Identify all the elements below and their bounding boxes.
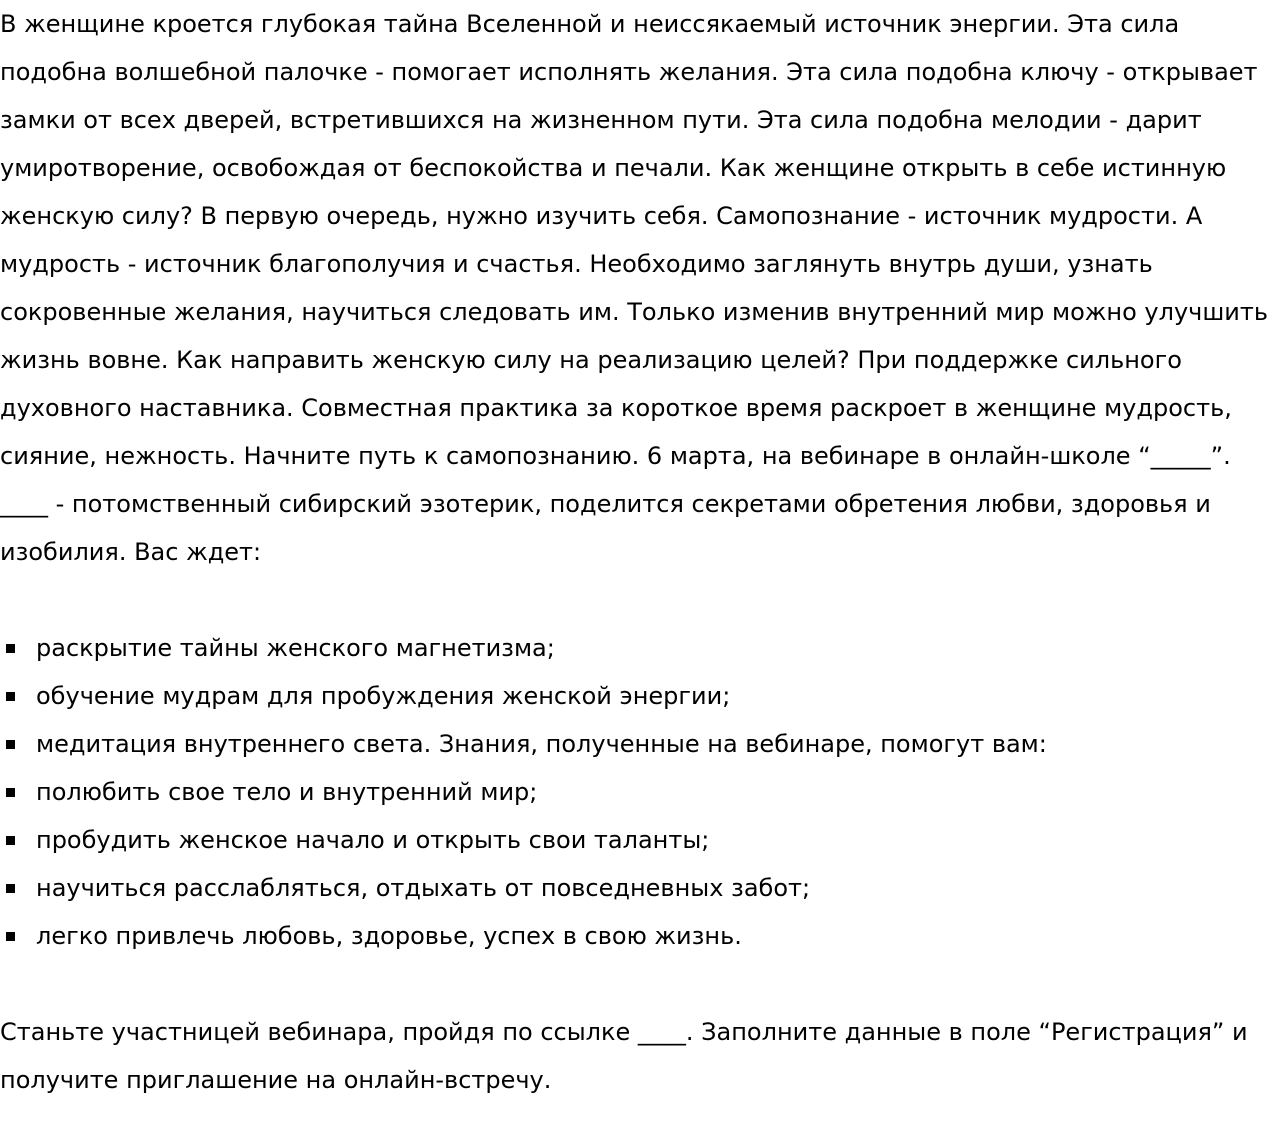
list-item <box>0 672 1270 720</box>
list-item-text: научиться расслабляться, отдыхать от повседневных забот; <box>36 874 811 902</box>
square-bullet-icon <box>6 788 15 797</box>
spacer <box>0 960 1270 1008</box>
square-bullet-icon <box>6 644 15 653</box>
list-item-text: легко привлечь любовь, здоровье, успех в свою жизнь. <box>36 922 742 950</box>
list-item <box>0 624 1270 672</box>
list-item-text: медитация внутреннего света. Знания, полученные на вебинаре, помогут вам: <box>36 730 1047 758</box>
benefits-list <box>0 624 1270 960</box>
square-bullet-icon <box>6 884 15 893</box>
list-item <box>0 768 1270 816</box>
square-bullet-icon <box>6 692 15 701</box>
list-item <box>0 816 1270 864</box>
list-item-text: раскрытие тайны женского магнетизма; <box>36 634 555 662</box>
closing-paragraph: Станьте участницей вебинара, пройдя по ссылке ____. Заполните данные в поле “Регистрация” и получите приглашение на онлайн-встречу. <box>0 1018 1248 1094</box>
list-item-text: обучение мудрам для пробуждения женской энергии; <box>36 682 731 710</box>
spacer <box>0 576 1270 624</box>
list-item-text: пробудить женское начало и открыть свои таланты; <box>36 826 710 854</box>
square-bullet-icon <box>6 836 15 845</box>
list-item <box>0 720 1270 768</box>
square-bullet-icon <box>6 932 15 941</box>
square-bullet-icon <box>6 740 15 749</box>
list-item <box>0 912 1270 960</box>
intro-paragraph: В женщине кроется глубокая тайна Вселенной и неиссякаемый источник энергии. Эта сила подобна волшебной палочке - помогает исполнять желания. Эта сила подобна ключу - открывает замки от всех дверей, встретившихся на жизненном пути. Эта сила подобна мелодии - дарит умиротворение, освобождая от беспокойства и печали. Как женщине открыть в себе истинную женскую силу? В первую очередь, нужно изучить себя. Самопознание - источник мудрости. А мудрость - источник благополучия и счастья. Необходимо заглянуть внутрь души, узнать сокровенные желания, научиться следовать им. Только изменив внутренний мир можно улучшить жизнь вовне. Как направить женскую силу на реализацию целей? При поддержке сильного духовного наставника. Совместная практика за короткое время раскроет в женщине мудрость, сияние, нежность. Начните путь к самопознанию. 6 марта, на вебинаре в онлайн-школе “_____”. ____ - потомственный сибирский эзотерик, поделится секретами обретения любви, здоровья и изобилия. Вас ждет: <box>0 10 1269 566</box>
list-item-text: полюбить свое тело и внутренний мир; <box>36 778 538 806</box>
list-item <box>0 864 1270 912</box>
